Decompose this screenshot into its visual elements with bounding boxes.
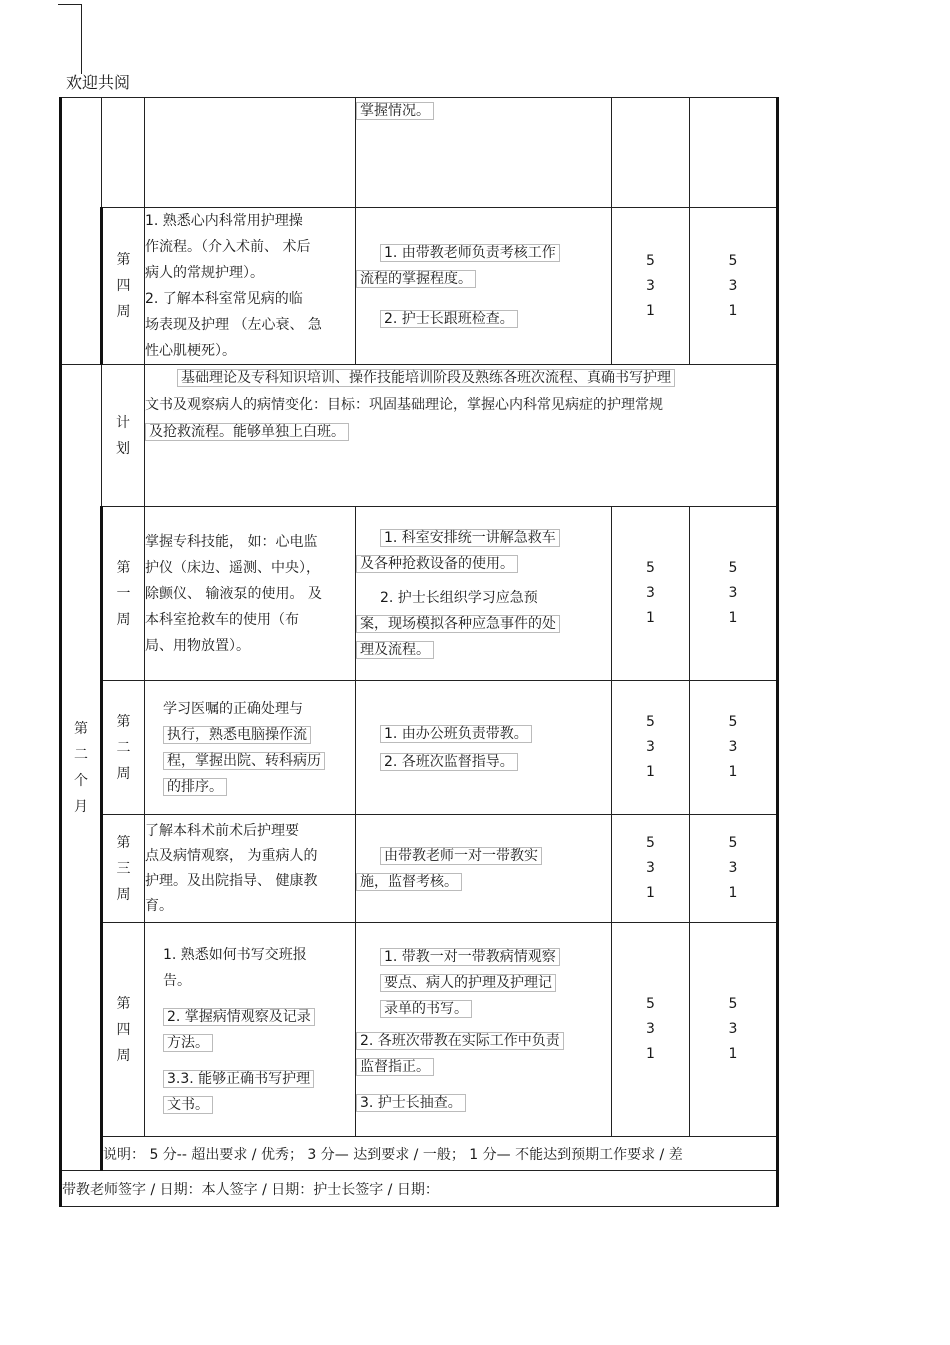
content-line: 方法。: [163, 1034, 213, 1052]
table-row: [61, 681, 778, 815]
score-value: 5: [728, 560, 738, 576]
score-value: 1: [646, 302, 655, 319]
score-cell: [612, 208, 690, 365]
content-line: 1. 熟悉如何书写交班报: [163, 946, 307, 963]
method-line: 2. 护士长跟班检查。: [380, 310, 518, 328]
method-line: 由带教老师一对一带教实: [380, 847, 542, 865]
content-cell: [145, 815, 356, 923]
method-cell: [356, 923, 612, 1137]
score-value: 5: [728, 714, 738, 730]
score-value: 3: [646, 585, 655, 601]
method-line: 要点、病人的护理及护理记: [380, 974, 556, 992]
content-line: 本科室抢救车的使用（布: [145, 611, 299, 628]
content-cell-empty: [145, 98, 356, 208]
plan-line: 及抢救流程。能够单独上白班。: [145, 423, 349, 441]
signature-line: 带教老师签字 / 日期：本人签字 / 日期：护士长签字 / 日期：: [61, 1171, 778, 1207]
score-cell: [690, 681, 778, 815]
score-value: 1: [646, 1046, 655, 1062]
score-cell-empty: [690, 98, 778, 208]
week-label-cell: [102, 208, 145, 365]
score-value: 3: [728, 739, 738, 755]
month-label-cell: [61, 365, 102, 1171]
score-cell: [690, 923, 778, 1137]
score-cell: [612, 507, 690, 681]
content-line: 1. 熟悉心内科常用护理操: [145, 213, 303, 229]
week-char: 四: [116, 278, 131, 294]
table-row: [61, 507, 778, 681]
method-line: 1. 由带教老师负责考核工作: [380, 244, 560, 262]
month-char: 个: [74, 772, 88, 789]
week-char: 周: [116, 886, 131, 903]
score-cell: [612, 815, 690, 923]
method-line: 2. 护士长组织学习应急预: [380, 589, 538, 606]
score-value: 1: [728, 885, 738, 901]
content-line: 作流程。（介入术前、 术后: [145, 239, 311, 255]
score-value: 5: [646, 714, 655, 730]
week-char: 周: [116, 1047, 131, 1064]
content-line: 文书。: [163, 1096, 213, 1114]
month-cell-1: [61, 98, 102, 365]
table-row: [61, 1137, 778, 1171]
week-char: 二: [116, 739, 131, 756]
content-line: 学习医嘱的正确处理与: [163, 700, 303, 717]
content-line: 执行，熟悉电脑操作流: [163, 726, 311, 744]
method-line: 流程的掌握程度。: [356, 270, 476, 288]
score-value: 5: [646, 560, 655, 576]
method-line: 理及流程。: [356, 641, 434, 659]
method-line: 2. 各班次监督指导。: [380, 753, 518, 771]
content-cell: [145, 681, 356, 815]
method-cell: [356, 681, 612, 815]
page-header: 欢迎共阅: [66, 73, 131, 92]
plan-label-char: 计: [116, 414, 130, 431]
content-line: 掌握专科技能， 如：心电监: [145, 533, 318, 550]
training-plan-table: [59, 97, 779, 1207]
plan-line: 基础理论及专科知识培训、操作技能培训阶段及熟练各班次流程、真确书写护理: [177, 369, 675, 387]
corner-mark-horizontal: [58, 4, 82, 5]
method-line: 1. 带教一对一带教病情观察: [380, 948, 560, 966]
week-label-cell: [102, 815, 145, 923]
score-cell: [690, 208, 778, 365]
content-line: 局、用物放置）。: [145, 637, 250, 654]
plan-text-cell: [145, 365, 778, 507]
score-value: 3: [728, 277, 738, 294]
method-cell: [356, 815, 612, 923]
week-char: 一: [116, 585, 131, 602]
week-char: 第: [116, 713, 131, 730]
score-value: 5: [646, 835, 655, 851]
week-char: 周: [116, 611, 131, 628]
method-text: 掌握情况。: [356, 102, 434, 120]
method-cell: [356, 507, 612, 681]
plan-label-char: 划: [116, 440, 130, 457]
method-line: 监督指正。: [356, 1058, 434, 1076]
score-value: 3: [728, 1021, 738, 1037]
method-cell: [356, 98, 612, 208]
content-line: 病人的常规护理）。: [145, 265, 264, 281]
score-value: 3: [646, 739, 655, 755]
score-cell-empty: [612, 98, 690, 208]
method-line: 1. 由办公班负责带教。: [380, 725, 532, 743]
score-value: 5: [728, 996, 738, 1012]
table-row: [61, 1171, 778, 1207]
training-plan-table-wrapper: [59, 97, 776, 1207]
score-value: 3: [646, 277, 655, 294]
score-value: 5: [728, 252, 738, 269]
content-line: 告。: [163, 972, 191, 989]
method-line: 录单的书写。: [380, 1000, 472, 1018]
content-line: 护仪（床边、遥测、中央），: [145, 559, 320, 576]
week-cell-empty: [102, 98, 145, 208]
week-char: 第: [116, 834, 131, 851]
content-line: 场表现及护理 （左心衰、 急: [145, 317, 322, 333]
corner-mark-vertical: [81, 4, 82, 74]
score-value: 1: [728, 610, 738, 626]
score-value: 3: [646, 1021, 655, 1037]
week-char: 周: [116, 765, 131, 782]
method-line: 施，监督考核。: [356, 873, 462, 891]
table-row: [61, 98, 778, 208]
score-value: 5: [646, 252, 655, 269]
score-value: 3: [728, 860, 738, 876]
method-cell: [356, 208, 612, 365]
content-line: 护理。及出院指导、 健康教: [145, 872, 318, 889]
table-row: [61, 365, 778, 507]
table-row: [61, 923, 778, 1137]
score-value: 1: [646, 610, 655, 626]
content-line: 点及病情观察， 为重病人的: [145, 847, 318, 864]
scoring-note: 说明： 5 分-- 超出要求 / 优秀； 3 分— 达到要求 / 一般； 1 分— 不能达到预期工作要求 / 差: [102, 1137, 778, 1171]
month-char: 第: [74, 720, 88, 737]
score-value: 1: [646, 885, 655, 901]
week-label-cell: [102, 507, 145, 681]
score-cell: [612, 681, 690, 815]
method-line: 2. 各班次带教在实际工作中负责: [356, 1032, 564, 1050]
method-line: 案，现场模拟各种应急事件的处: [356, 615, 560, 633]
content-line: 2. 了解本科室常见病的临: [145, 291, 303, 307]
content-cell: [145, 923, 356, 1137]
score-value: 3: [728, 585, 738, 601]
week-label-cell: [102, 681, 145, 815]
content-line: 程，掌握出院、转科病历: [163, 752, 325, 770]
month-char: 二: [74, 746, 88, 763]
content-line: 了解本科术前术后护理要: [145, 822, 299, 839]
score-cell: [690, 507, 778, 681]
score-value: 5: [728, 835, 738, 851]
month-char: 月: [74, 798, 88, 815]
plan-label-cell: [102, 365, 145, 507]
score-value: 1: [728, 302, 738, 319]
content-line: 2. 掌握病情观察及记录: [163, 1008, 315, 1026]
score-value: 1: [646, 764, 655, 780]
method-line: 1. 科室安排统一讲解急救车: [380, 529, 560, 547]
score-value: 1: [728, 764, 738, 780]
content-cell: [145, 507, 356, 681]
content-line: 3.3. 能够正确书写护理: [163, 1070, 314, 1088]
method-line: 及各种抢救设备的使用。: [356, 555, 518, 573]
table-row: [61, 208, 778, 365]
week-char: 三: [116, 860, 131, 877]
content-line: 育。: [145, 897, 173, 914]
score-cell: [690, 815, 778, 923]
content-line: 的排序。: [163, 778, 227, 796]
week-char: 第: [116, 559, 131, 576]
score-value: 5: [646, 996, 655, 1012]
score-value: 3: [646, 860, 655, 876]
content-line: 除颤仪、 输液泵的使用。 及: [145, 585, 322, 602]
method-line: 3. 护士长抽查。: [356, 1094, 466, 1112]
table-row: [61, 815, 778, 923]
plan-line: 文书及观察病人的病情变化：目标：巩固基础理论，掌握心内科常见病症的护理常规: [145, 397, 663, 413]
score-cell: [612, 923, 690, 1137]
week-char: 周: [116, 304, 131, 320]
week-label-cell: [102, 923, 145, 1137]
week-char: 四: [116, 1021, 131, 1038]
content-line: 性心肌梗死）。: [145, 343, 236, 359]
content-cell: [145, 208, 356, 365]
week-char: 第: [116, 252, 131, 268]
week-char: 第: [116, 995, 131, 1012]
score-value: 1: [728, 1046, 738, 1062]
